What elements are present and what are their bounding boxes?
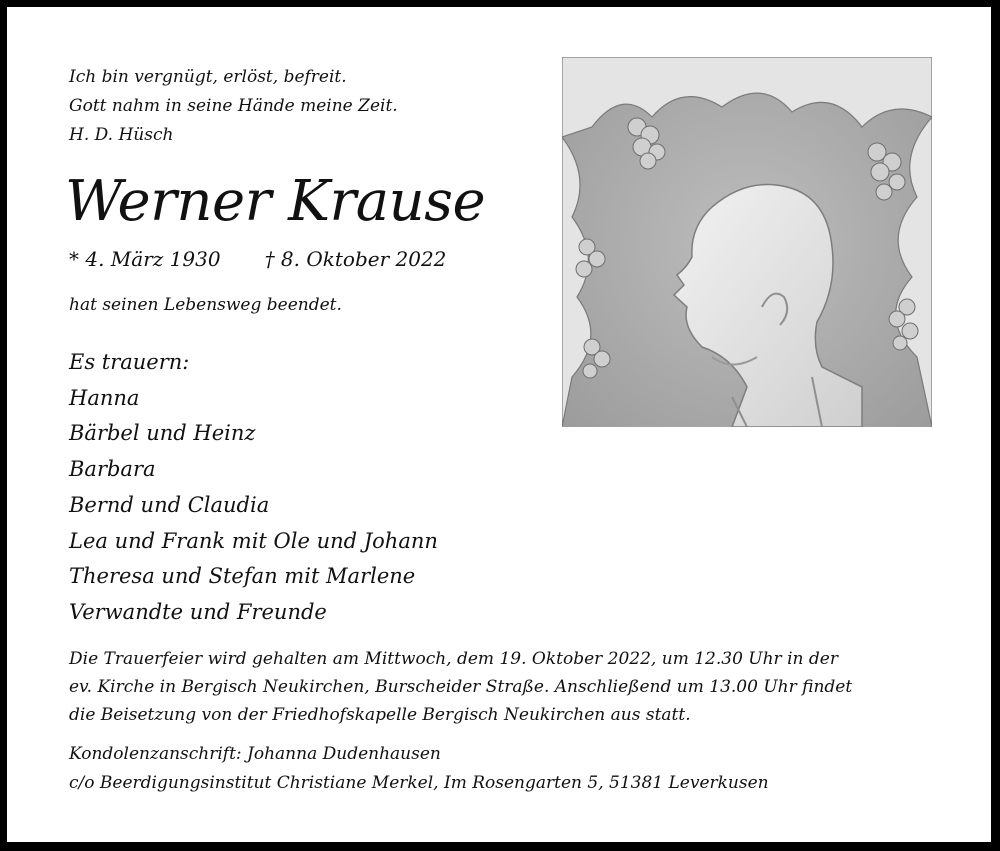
condolence-address — [69, 740, 769, 798]
obituary-notice — [7, 7, 991, 842]
quote-author: H. D. Hüsch — [69, 125, 174, 145]
quote-block — [69, 63, 398, 150]
quote-line: Gott nahm in seine Hände meine Zeit. — [69, 96, 398, 116]
quote-line: Ich bin vergnügt, erlöst, befreit. — [69, 67, 347, 87]
mourner-name: Lea und Frank mit Ole und Johann — [69, 528, 438, 553]
condolence-line: c/o Beerdigungsinstitut Christiane Merkel, Im Rosengarten 5, 51381 Leverkusen — [69, 773, 769, 793]
ceremony-line: ev. Kirche in Bergisch Neukirchen, Burscheider Straße. Anschließend um 13.00 Uhr findet — [69, 677, 853, 697]
life-dates — [69, 245, 446, 273]
deceased-name: Werner Krause — [65, 169, 486, 234]
relief-portrait-image — [562, 57, 932, 427]
mourner-name: Theresa und Stefan mit Marlene — [69, 564, 416, 589]
mourners-list — [69, 345, 438, 631]
death-date: † 8. Oktober 2022 — [264, 247, 447, 271]
mourner-name: Bernd und Claudia — [69, 492, 270, 517]
birth-date: * 4. März 1930 — [69, 247, 221, 271]
mourners-heading: Es trauern: — [69, 350, 190, 374]
condolence-line: Kondolenzanschrift: Johanna Dudenhausen — [69, 744, 441, 764]
statement-text: hat seinen Lebensweg beendet. — [69, 295, 342, 315]
mourner-name: Verwandte und Freunde — [69, 599, 327, 624]
ceremony-line: Die Trauerfeier wird gehalten am Mittwoch, dem 19. Oktober 2022, um 12.30 Uhr in der — [69, 649, 838, 669]
mourner-name: Bärbel und Heinz — [69, 421, 256, 446]
mourner-name: Barbara — [69, 457, 156, 482]
ceremony-line: die Beisetzung von der Friedhofskapelle Bergisch Neukirchen aus statt. — [69, 705, 691, 725]
mourner-name: Hanna — [69, 385, 140, 410]
ceremony-info — [69, 645, 949, 729]
